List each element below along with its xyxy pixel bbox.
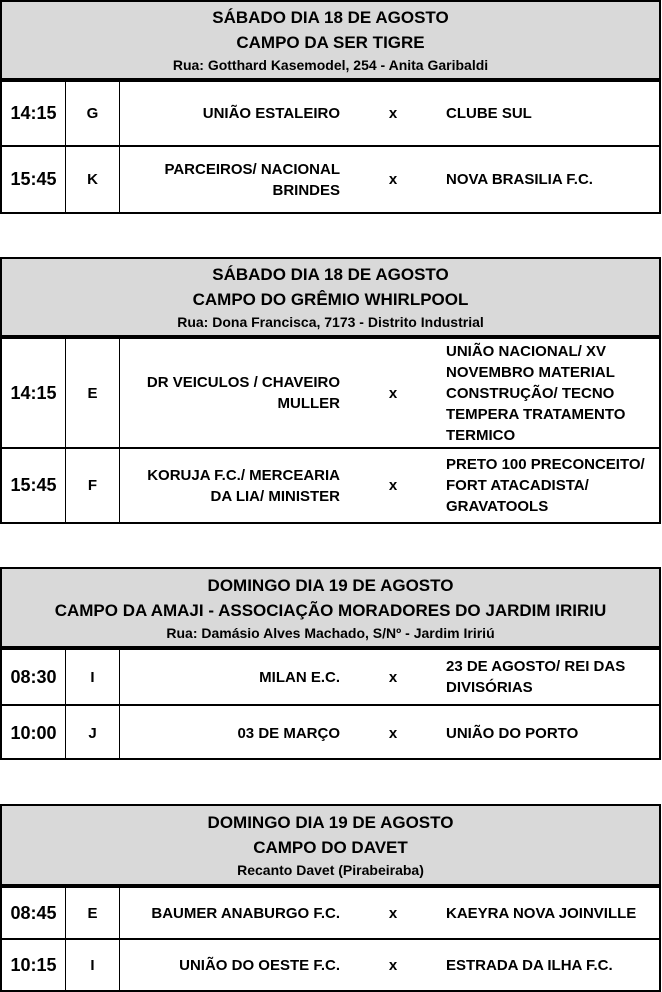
venue-header [2,2,659,80]
versus-mark: x [388,668,398,686]
versus-mark: x [388,105,398,122]
match-time: 15:45 [2,147,66,212]
venue-header [2,259,659,337]
home-team: DR VEICULOS / CHAVEIRO MULLER [146,374,340,412]
match-group: I [66,940,120,990]
versus-mark: x [388,171,398,188]
match-group: G [66,82,120,145]
match-time: 10:00 [2,706,66,760]
match-time: 15:45 [2,449,66,522]
venue-day: DOMINGO DIA 19 DE AGOSTO [207,575,454,595]
venue-header [2,569,659,648]
venue-day: SÁBADO DIA 18 DE AGOSTO [212,8,449,27]
away-team: 23 DE AGOSTO/ REI DAS DIVISÓRIAS [446,658,626,696]
home-team: BAUMER ANABURGO F.C. [151,904,340,922]
match-row [2,80,659,145]
match-group: F [66,449,120,522]
match-row [2,648,659,704]
venue-field: CAMPO DA AMAJI - ASSOCIAÇÃO MORADORES DO JARDIM IRIRIU [54,600,607,620]
home-team: MILAN E.C. [259,668,340,686]
home-team: UNIÃO ESTALEIRO [202,105,340,122]
venue-field: CAMPO DA SER TIGRE [236,33,425,52]
venue-block [0,567,661,760]
match-group: E [66,339,120,447]
versus-mark: x [388,904,398,922]
match-row [2,145,659,212]
match-time: 08:30 [2,650,66,704]
away-team: CLUBE SUL [446,105,532,122]
venue-block [0,257,661,524]
match-row [2,337,659,447]
match-group: J [66,706,120,760]
match-group: I [66,650,120,704]
versus-mark: x [388,477,398,494]
venue-day: DOMINGO DIA 19 DE AGOSTO [207,813,454,832]
versus-mark: x [388,724,398,742]
venue-address: Rua: Dona Francisca, 7173 - Distrito Industrial [177,314,484,330]
match-time: 10:15 [2,940,66,990]
versus-mark: x [388,956,398,974]
venue-address: Recanto Davet (Pirabeiraba) [237,862,424,878]
venue-field: CAMPO DO GRÊMIO WHIRLPOOL [192,290,469,309]
match-row [2,704,659,760]
match-time: 08:45 [2,888,66,938]
away-team: PRETO 100 PRECONCEITO/ FORT ATACADISTA/ GRAVATOOLS [446,456,645,515]
venue-block [0,804,661,992]
match-group: E [66,888,120,938]
away-team: KAEYRA NOVA JOINVILLE [446,904,637,922]
home-team: KORUJA F.C./ MERCEARIA DA LIA/ MINISTER [147,466,340,505]
away-team: UNIÃO NACIONAL/ XV NOVEMBRO MATERIAL CONSTRUÇÃO/ TECNO TEMPERA TRATAMENTO TERMICO [446,342,626,444]
venue-day: SÁBADO DIA 18 DE AGOSTO [212,265,449,284]
home-team: UNIÃO DO OESTE F.C. [179,956,340,974]
venue-address: Rua: Gotthard Kasemodel, 254 - Anita Garibaldi [172,57,489,73]
home-team: PARCEIROS/ NACIONAL BRINDES [164,160,340,199]
home-team: 03 DE MARÇO [237,724,340,742]
versus-mark: x [388,384,398,402]
away-team: UNIÃO DO PORTO [446,724,579,742]
match-row [2,886,659,938]
venue-field: CAMPO DO DAVET [253,838,408,857]
away-team: NOVA BRASILIA F.C. [446,171,593,188]
venue-block [0,0,661,214]
venue-address: Rua: Damásio Alves Machado, S/Nº - Jardim Iririú [166,624,495,641]
match-group: K [66,147,120,212]
venue-header [2,806,659,886]
match-time: 14:15 [2,339,66,447]
match-row [2,447,659,522]
match-row [2,938,659,990]
match-time: 14:15 [2,82,66,145]
away-team: ESTRADA DA ILHA F.C. [446,956,613,974]
